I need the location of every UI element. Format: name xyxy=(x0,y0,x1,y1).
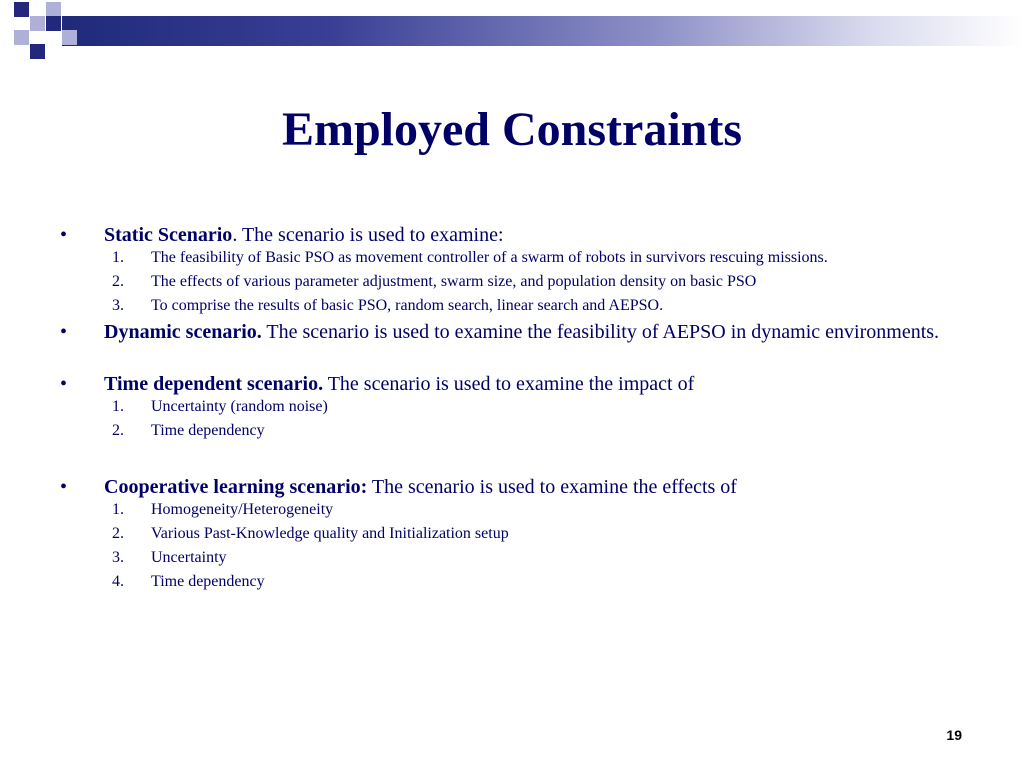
numbered-list xyxy=(60,249,964,315)
list-item: 2. Various Past-Knowledge quality and Initialization setup xyxy=(112,525,509,542)
list-item: 1. Homogeneity/Heterogeneity xyxy=(112,501,334,518)
bullet-text: . The scenario is used to examine: xyxy=(232,224,504,246)
header-square-decoration xyxy=(30,16,45,31)
bullet-text: The scenario is used to examine the effects of xyxy=(367,476,737,498)
bullet-lead: Dynamic scenario. xyxy=(104,321,262,343)
list-item: 3. To comprise the results of basic PSO, random search, linear search and AEPSO. xyxy=(112,297,664,314)
header-square-decoration xyxy=(14,2,29,17)
header-gradient-band xyxy=(62,16,1024,46)
bullet-static-scenario xyxy=(60,224,964,246)
list-item: 3. Uncertainty xyxy=(112,549,227,566)
bullet-text: The scenario is used to examine the feasibility of AEPSO in dynamic environments. xyxy=(261,321,940,343)
header-square-decoration xyxy=(46,2,61,17)
header-square-decoration xyxy=(62,30,77,45)
page-number: 19 xyxy=(946,727,962,743)
header-square-decoration xyxy=(14,30,29,45)
list-item: 2. The effects of various parameter adjustment, swarm size, and population density on basic PSO xyxy=(112,273,757,290)
numbered-list xyxy=(60,398,964,440)
bullet-text: The scenario is used to examine the impact of xyxy=(323,373,695,395)
bullet-dynamic-scenario xyxy=(60,321,964,343)
slide-content xyxy=(60,224,964,597)
bullet-glyph: • xyxy=(60,476,68,498)
numbered-list xyxy=(60,501,964,591)
list-item: 1. The feasibility of Basic PSO as movement controller of a swarm of robots in survivors rescuing missions. xyxy=(112,249,828,266)
bullet-lead: Time dependent scenario. xyxy=(104,373,324,395)
list-item: 4. Time dependency xyxy=(112,573,265,590)
bullet-cooperative-learning-scenario xyxy=(60,476,964,498)
bullet-lead: Cooperative learning scenario: xyxy=(104,476,368,498)
list-item: 2. Time dependency xyxy=(112,422,265,439)
bullet-time-dependent-scenario xyxy=(60,373,964,395)
list-item: 1. Uncertainty (random noise) xyxy=(112,398,328,415)
header-square-decoration xyxy=(30,44,45,59)
slide-title: Employed Constraints xyxy=(281,103,743,156)
bullet-glyph: • xyxy=(60,224,68,246)
header-square-decoration xyxy=(46,16,61,31)
bullet-glyph: • xyxy=(60,321,68,343)
bullet-glyph: • xyxy=(60,373,68,395)
bullet-lead: Static Scenario xyxy=(104,224,233,246)
